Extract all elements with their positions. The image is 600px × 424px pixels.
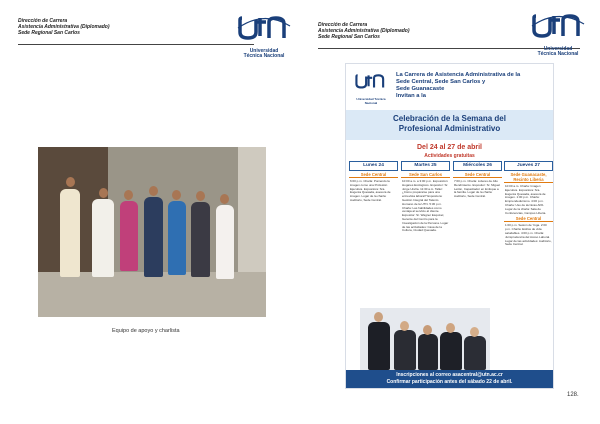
poster-footer-2: Confirmar participación antes del sábado 22 de abril. bbox=[386, 379, 513, 385]
utn-logo-right bbox=[530, 12, 586, 56]
left-header-line2: Asistencia Administrativa (Diplomado) bbox=[18, 24, 110, 30]
col-site: Sede Guanacaste, Recinto Liberia bbox=[504, 172, 553, 183]
col-day: Miércoles 26 bbox=[453, 161, 502, 171]
person-1 bbox=[60, 189, 80, 277]
poster-header bbox=[346, 64, 553, 108]
person-1-head bbox=[66, 177, 75, 187]
poster-intro bbox=[396, 72, 548, 100]
col-day: Martes 25 bbox=[401, 161, 450, 171]
logo-sub1: Universidad bbox=[543, 46, 573, 52]
poster-person-5 bbox=[464, 336, 486, 370]
right-header-line1: Dirección de Carrera bbox=[318, 22, 368, 28]
poster-logo bbox=[354, 72, 388, 105]
poster-person-3 bbox=[418, 334, 438, 370]
col-day: Lunes 24 bbox=[349, 161, 398, 171]
person-3 bbox=[120, 201, 138, 271]
person-5 bbox=[168, 201, 186, 275]
col-text: 10:00 a.m. Charla: Imagen Ejecutiva. Expositora: Sra. Eugenia Quesada, asesora de imagen. 1:00 p.m. Charla: Emprendedurismo. 4:00 p.m. Charla: Uso de técnicas APA. Lugar de la charla: Sala de Conferencias, Campus Liberia. bbox=[505, 184, 547, 215]
poster-intro-1: La Carrera de Asistencia Administrativa de la bbox=[396, 72, 521, 78]
poster-person-4-head bbox=[446, 323, 455, 333]
person-7 bbox=[216, 205, 234, 279]
event-poster bbox=[345, 63, 554, 389]
poster-col-thursday bbox=[504, 161, 553, 247]
col-site: Sede Central bbox=[453, 172, 502, 178]
utn-logo-left bbox=[236, 14, 292, 59]
poster-footer bbox=[346, 370, 553, 388]
person-6-head bbox=[196, 191, 205, 201]
left-header-line3: Sede Regional San Carlos bbox=[18, 30, 80, 36]
utn-logo-mark-icon bbox=[236, 14, 292, 44]
poster-col-wednesday bbox=[453, 161, 502, 199]
poster-title-2: Profesional Administrativo bbox=[398, 124, 501, 133]
poster-footer-1: Inscripciones al correo asacentral@utn.ac.cr bbox=[396, 372, 503, 378]
photo-curtain bbox=[238, 147, 266, 272]
poster-person-5-head bbox=[470, 327, 479, 337]
right-header bbox=[318, 22, 410, 40]
photo-caption: Equipo de apoyo y charlista bbox=[112, 328, 180, 334]
col-text: 10:00 a.m. a 3:00 p.m. Exposición: Hogares Ecológicos. Expositor: Sr. Jorge Ureña. 11:30 a.m. Taller: ¿Cómo prepararse para una entrevista laboral? Expositora: Gestión Integral del Talento Humano de la UTN. 5:30 p.m. Charla: Las habilidades como ventaja al servicio al cliente. Expositor: Sr. Wagner Esquivel, Gerente del Centro para la Investigación de la Persona. Lugar de las actividades: Casa de la Cultura, Ciudad Quesada. bbox=[402, 179, 449, 233]
person-4-head bbox=[149, 186, 158, 196]
poster-intro-4: Invitan a la bbox=[396, 93, 426, 99]
poster-logo-sub: Universidad Técnica Nacional bbox=[356, 97, 386, 105]
poster-title-band bbox=[346, 110, 553, 140]
person-5-head bbox=[172, 190, 181, 200]
col-site: Sede Central bbox=[349, 172, 398, 178]
poster-person-2 bbox=[394, 330, 416, 370]
poster-person-3-head bbox=[423, 325, 432, 335]
left-header-line1: Dirección de Carrera bbox=[18, 18, 68, 24]
team-photo bbox=[38, 147, 266, 317]
page-number: 128. bbox=[567, 392, 579, 398]
logo-sub2: Técnica Nacional bbox=[243, 53, 285, 59]
right-header-line3: Sede Regional San Carlos bbox=[318, 34, 380, 40]
poster-col-tuesday bbox=[401, 161, 450, 233]
poster-person-1-head bbox=[374, 312, 383, 322]
poster-person-2-head bbox=[400, 321, 409, 331]
poster-intro-3: Sede Guanacaste bbox=[396, 86, 445, 92]
col-text-2: 1:00 p.m. Sesión de Yoga. 2:00 p.m. Charla: Estilos de vida saludables. 4:00 p.m. Charla: Jurisprudencia del Acoso Laboral. Lugar de las actividades: Auditorio, Sede Central. bbox=[505, 223, 552, 247]
poster-intro-2: Sede Central, Sede San Carlos y bbox=[396, 79, 486, 85]
poster-title-1: Celebración de la Semana del bbox=[393, 114, 506, 123]
poster-dates: Del 24 al 27 de abril bbox=[417, 144, 482, 151]
person-4 bbox=[144, 197, 163, 277]
col-day: Jueves 27 bbox=[504, 161, 553, 171]
right-header-line2: Asistencia Administrativa (Diplomado) bbox=[318, 28, 410, 34]
left-header bbox=[18, 18, 110, 36]
person-3-head bbox=[124, 190, 133, 200]
poster-group-photo bbox=[360, 308, 490, 370]
logo-sub2: Técnica Nacional bbox=[537, 51, 579, 57]
person-6 bbox=[191, 202, 210, 277]
col-site: Sede San Carlos bbox=[401, 172, 450, 178]
col-text: 6:00 p.m. Charla: Poniendo la imagen como una Profesión Ejecutiva. Expositora: Sra. Eugenia Quesada, asesora de imagen. Lugar de la charla: Auditorio, Sede Central. bbox=[350, 179, 391, 202]
person-2 bbox=[92, 199, 114, 277]
poster-free: Actividades gratuitas bbox=[424, 153, 475, 159]
logo-sub1: Universidad bbox=[249, 48, 279, 54]
col-site-2: Sede Central bbox=[504, 216, 553, 222]
utn-logo-mark-icon bbox=[530, 12, 586, 42]
utn-logo-mark-icon bbox=[354, 72, 388, 92]
poster-col-monday bbox=[349, 161, 398, 203]
person-7-head bbox=[220, 194, 229, 204]
poster-person-4 bbox=[440, 332, 462, 370]
col-text: 7:00 p.m. Charla: Líderes de Alto Rendimiento. Expositor: Sr. Miguel Leitón, Capacitador en Enfoque a la familia. Lugar de la charla: Auditorio, Sede Central. bbox=[454, 179, 501, 199]
person-2-head bbox=[99, 188, 108, 198]
poster-person-1 bbox=[368, 322, 390, 370]
left-header-rule bbox=[18, 44, 254, 45]
